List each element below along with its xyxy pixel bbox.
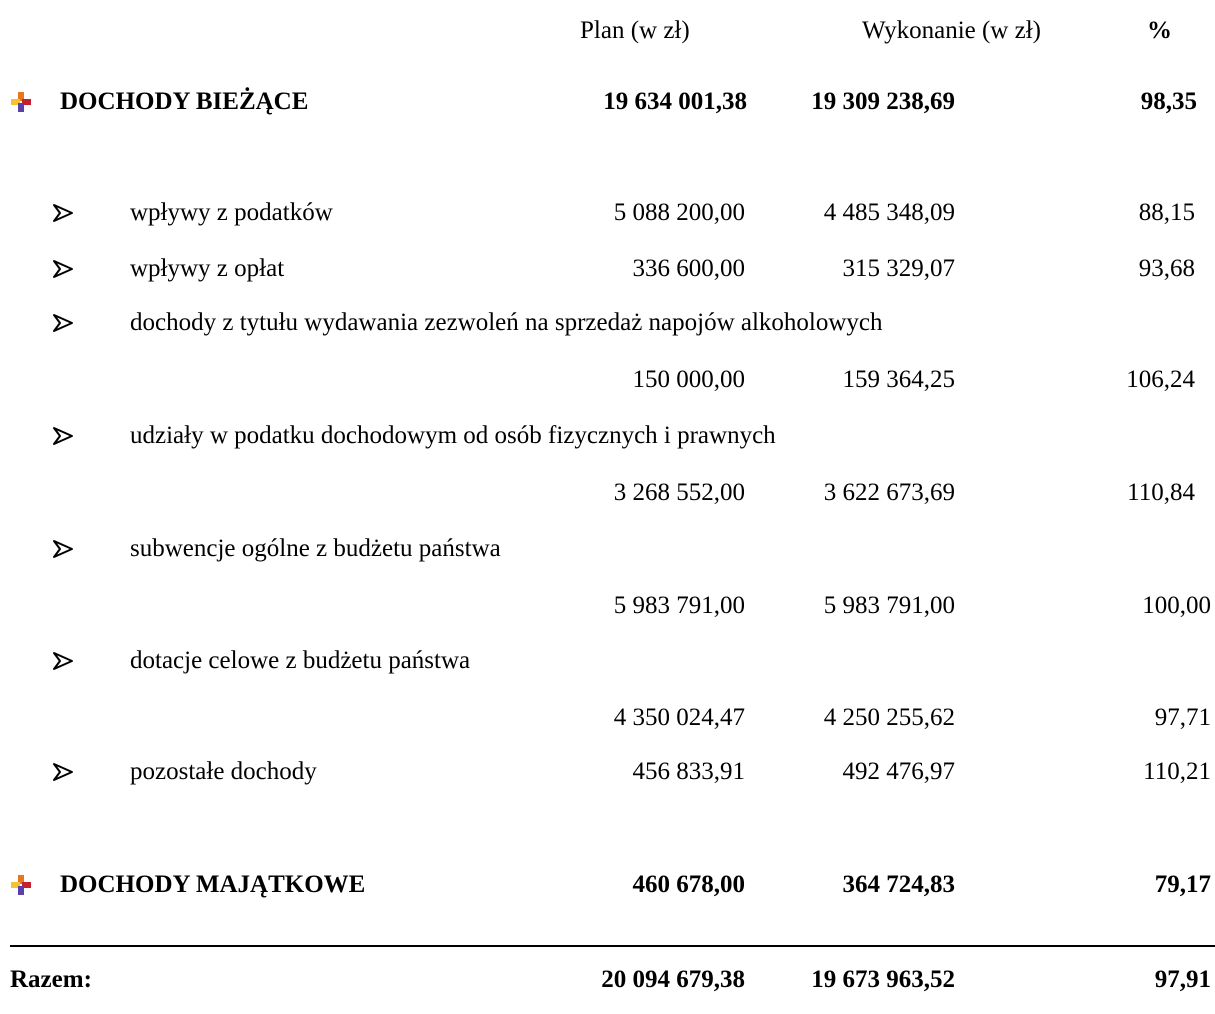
plus-icon — [10, 91, 32, 113]
item-exec: 159 364,25 — [842, 366, 955, 393]
item-pct: 100,00 — [1142, 592, 1211, 619]
item-exec: 5 983 791,00 — [823, 592, 955, 619]
exec-header: Wykonanie (w zł) — [862, 17, 1041, 44]
arrow-bullet-icon — [52, 761, 74, 783]
item-exec: 315 329,07 — [842, 255, 955, 282]
total-exec: 19 673 963,52 — [811, 966, 955, 993]
item-label: dotacje celowe z budżetu państwa — [130, 647, 471, 674]
item-plan: 336 600,00 — [632, 255, 745, 282]
item-pct: 110,21 — [1143, 758, 1211, 785]
section-pct-current: 98,35 — [1140, 88, 1197, 115]
section-title-capital: DOCHODY MAJĄTKOWE — [60, 871, 366, 898]
section-exec-current: 19 309 238,69 — [811, 88, 955, 115]
item-exec: 4 250 255,62 — [823, 704, 955, 731]
arrow-bullet-icon — [52, 202, 74, 224]
item-pct: 110,84 — [1127, 479, 1195, 506]
item-plan: 4 350 024,47 — [613, 704, 745, 731]
total-pct: 97,91 — [1154, 966, 1211, 993]
section-plan-capital: 460 678,00 — [632, 871, 745, 898]
total-divider — [10, 945, 1215, 947]
item-plan: 5 983 791,00 — [613, 592, 745, 619]
item-label: wpływy z opłat — [130, 255, 285, 282]
item-exec: 492 476,97 — [842, 758, 955, 785]
section-exec-capital: 364 724,83 — [842, 871, 955, 898]
total-label: Razem: — [10, 966, 92, 993]
section-title-current: DOCHODY BIEŻĄCE — [60, 88, 309, 115]
arrow-bullet-icon — [52, 312, 74, 334]
section-plan-current: 19 634 001,38 — [603, 88, 747, 115]
plan-header: Plan (w zł) — [580, 17, 690, 44]
item-pct: 97,71 — [1154, 704, 1211, 731]
section-pct-capital: 79,17 — [1154, 871, 1211, 898]
arrow-bullet-icon — [52, 538, 74, 560]
arrow-bullet-icon — [52, 258, 74, 280]
plus-icon — [10, 874, 32, 896]
arrow-bullet-icon — [52, 650, 74, 672]
item-plan: 150 000,00 — [632, 366, 745, 393]
pct-header: % — [1147, 17, 1172, 44]
item-label: pozostałe dochody — [130, 758, 317, 785]
item-exec: 4 485 348,09 — [823, 199, 955, 226]
item-label: udziały w podatku dochodowym od osób fizycznych i prawnych — [130, 422, 776, 449]
item-pct: 88,15 — [1138, 199, 1195, 226]
arrow-bullet-icon — [52, 425, 74, 447]
item-label: wpływy z podatków — [130, 199, 333, 226]
item-label: subwencje ogólne z budżetu państwa — [130, 535, 501, 562]
item-exec: 3 622 673,69 — [823, 479, 955, 506]
item-plan: 456 833,91 — [632, 758, 745, 785]
item-label: dochody z tytułu wydawania zezwoleń na sprzedaż napojów alkoholowych — [130, 309, 883, 336]
item-plan: 5 088 200,00 — [613, 199, 745, 226]
item-pct: 93,68 — [1138, 255, 1195, 282]
item-plan: 3 268 552,00 — [613, 479, 745, 506]
item-pct: 106,24 — [1126, 366, 1195, 393]
total-plan: 20 094 679,38 — [601, 966, 745, 993]
